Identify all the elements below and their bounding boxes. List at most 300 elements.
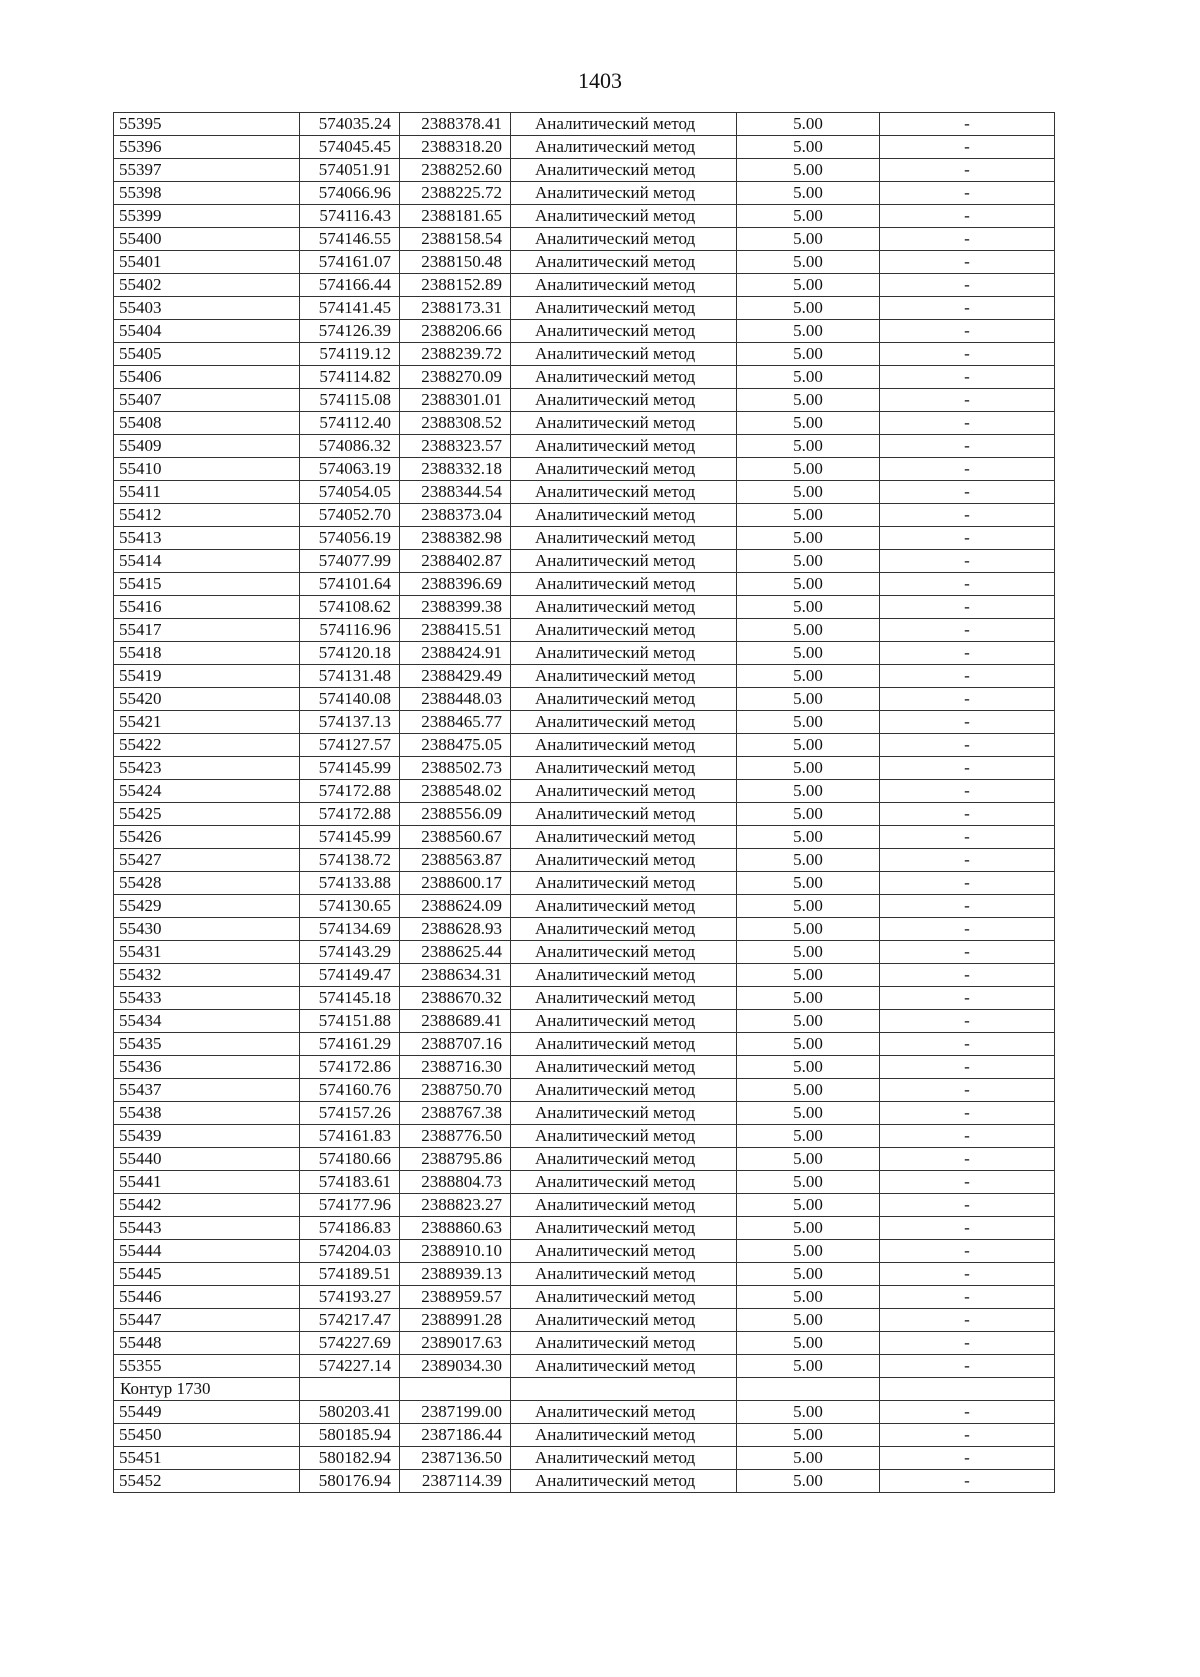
method-cell: Аналитический метод [511,987,737,1010]
point-id-cell: 55400 [114,228,300,251]
note-cell: - [880,711,1055,734]
accuracy-cell: 5.00 [737,688,880,711]
note-cell: - [880,458,1055,481]
table-row [114,1079,1055,1102]
x-coordinate-cell: 574063.19 [300,458,400,481]
point-id-cell: 55355 [114,1355,300,1378]
point-id-cell: 55431 [114,941,300,964]
point-id-cell: 55427 [114,849,300,872]
point-id-cell: 55411 [114,481,300,504]
method-cell: Аналитический метод [511,1470,737,1493]
accuracy-cell: 5.00 [737,550,880,573]
method-cell: Аналитический метод [511,895,737,918]
note-cell: - [880,1102,1055,1125]
table-row [114,596,1055,619]
method-cell: Аналитический метод [511,826,737,849]
table-row [114,1309,1055,1332]
note-cell: - [880,1217,1055,1240]
point-id-cell: 55435 [114,1033,300,1056]
table-row [114,1470,1055,1493]
accuracy-cell: 5.00 [737,366,880,389]
y-coordinate-cell: 2388308.52 [400,412,511,435]
point-id-cell: 55414 [114,550,300,573]
note-cell: - [880,389,1055,412]
y-coordinate-cell: 2388225.72 [400,182,511,205]
x-coordinate-cell: 574227.14 [300,1355,400,1378]
y-coordinate-cell: 2388332.18 [400,458,511,481]
point-id-cell: 55403 [114,297,300,320]
y-coordinate-cell: 2388716.30 [400,1056,511,1079]
y-coordinate-cell: 2388502.73 [400,757,511,780]
accuracy-cell: 5.00 [737,458,880,481]
x-coordinate-cell: 574172.88 [300,803,400,826]
accuracy-cell: 5.00 [737,1194,880,1217]
x-coordinate-cell: 574115.08 [300,389,400,412]
accuracy-cell: 5.00 [737,389,880,412]
point-id-cell: 55444 [114,1240,300,1263]
y-coordinate-cell: 2388270.09 [400,366,511,389]
x-coordinate-cell: 574160.76 [300,1079,400,1102]
y-coordinate-cell: 2388563.87 [400,849,511,872]
point-id-cell: 55432 [114,964,300,987]
x-coordinate-cell: 574126.39 [300,320,400,343]
accuracy-cell: 5.00 [737,757,880,780]
table-row [114,481,1055,504]
point-id-cell: 55443 [114,1217,300,1240]
x-coordinate-cell: 574077.99 [300,550,400,573]
table-row [114,159,1055,182]
y-coordinate-cell: 2388804.73 [400,1171,511,1194]
x-coordinate-cell: 574161.07 [300,251,400,274]
y-coordinate-cell: 2388382.98 [400,527,511,550]
accuracy-cell: 5.00 [737,228,880,251]
y-coordinate-cell: 2388415.51 [400,619,511,642]
method-cell: Аналитический метод [511,1263,737,1286]
accuracy-cell: 5.00 [737,1102,880,1125]
x-coordinate-cell: 574133.88 [300,872,400,895]
note-cell: - [880,1148,1055,1171]
table-row [114,136,1055,159]
x-coordinate-cell: 574131.48 [300,665,400,688]
accuracy-cell: 5.00 [737,780,880,803]
table-row [114,366,1055,389]
point-id-cell: 55419 [114,665,300,688]
note-cell: - [880,688,1055,711]
x-coordinate-cell: 574172.86 [300,1056,400,1079]
accuracy-cell: 5.00 [737,596,880,619]
point-id-cell: 55408 [114,412,300,435]
x-coordinate-cell: 580182.94 [300,1447,400,1470]
note-cell: - [880,136,1055,159]
x-coordinate-cell: 574114.82 [300,366,400,389]
accuracy-cell: 5.00 [737,1079,880,1102]
note-cell: - [880,619,1055,642]
empty-cell [300,1378,400,1401]
method-cell: Аналитический метод [511,182,737,205]
point-id-cell: 55398 [114,182,300,205]
point-id-cell: 55416 [114,596,300,619]
method-cell: Аналитический метод [511,964,737,987]
accuracy-cell: 5.00 [737,136,880,159]
y-coordinate-cell: 2387136.50 [400,1447,511,1470]
table-row [114,619,1055,642]
table-row [114,1263,1055,1286]
y-coordinate-cell: 2388707.16 [400,1033,511,1056]
note-cell: - [880,872,1055,895]
point-id-cell: 55401 [114,251,300,274]
y-coordinate-cell: 2388959.57 [400,1286,511,1309]
point-id-cell: 55399 [114,205,300,228]
note-cell: - [880,1309,1055,1332]
point-id-cell: 55415 [114,573,300,596]
note-cell: - [880,757,1055,780]
note-cell: - [880,1263,1055,1286]
note-cell: - [880,1079,1055,1102]
x-coordinate-cell: 574116.96 [300,619,400,642]
x-coordinate-cell: 580203.41 [300,1401,400,1424]
method-cell: Аналитический метод [511,1079,737,1102]
table-row [114,527,1055,550]
y-coordinate-cell: 2388939.13 [400,1263,511,1286]
point-id-cell: 55405 [114,343,300,366]
note-cell: - [880,1286,1055,1309]
method-cell: Аналитический метод [511,757,737,780]
x-coordinate-cell: 574161.29 [300,1033,400,1056]
y-coordinate-cell: 2388429.49 [400,665,511,688]
y-coordinate-cell: 2388344.54 [400,481,511,504]
table-row [114,1148,1055,1171]
x-coordinate-cell: 574127.57 [300,734,400,757]
note-cell: - [880,343,1055,366]
accuracy-cell: 5.00 [737,1033,880,1056]
method-cell: Аналитический метод [511,642,737,665]
x-coordinate-cell: 574056.19 [300,527,400,550]
table-row [114,964,1055,987]
coordinates-table-body [114,113,1055,1493]
y-coordinate-cell: 2388860.63 [400,1217,511,1240]
point-id-cell: 55402 [114,274,300,297]
method-cell: Аналитический метод [511,1286,737,1309]
method-cell: Аналитический метод [511,619,737,642]
accuracy-cell: 5.00 [737,573,880,596]
note-cell: - [880,1033,1055,1056]
table-row [114,872,1055,895]
method-cell: Аналитический метод [511,780,737,803]
note-cell: - [880,665,1055,688]
x-coordinate-cell: 580176.94 [300,1470,400,1493]
note-cell: - [880,1470,1055,1493]
method-cell: Аналитический метод [511,113,737,136]
accuracy-cell: 5.00 [737,320,880,343]
table-row [114,642,1055,665]
accuracy-cell: 5.00 [737,642,880,665]
method-cell: Аналитический метод [511,1056,737,1079]
point-id-cell: 55412 [114,504,300,527]
method-cell: Аналитический метод [511,734,737,757]
method-cell: Аналитический метод [511,596,737,619]
method-cell: Аналитический метод [511,1171,737,1194]
accuracy-cell: 5.00 [737,1424,880,1447]
accuracy-cell: 5.00 [737,251,880,274]
x-coordinate-cell: 574180.66 [300,1148,400,1171]
x-coordinate-cell: 574172.88 [300,780,400,803]
method-cell: Аналитический метод [511,573,737,596]
y-coordinate-cell: 2389034.30 [400,1355,511,1378]
x-coordinate-cell: 574141.45 [300,297,400,320]
accuracy-cell: 5.00 [737,527,880,550]
point-id-cell: 55422 [114,734,300,757]
note-cell: - [880,1240,1055,1263]
point-id-cell: 55429 [114,895,300,918]
y-coordinate-cell: 2388152.89 [400,274,511,297]
table-row [114,182,1055,205]
y-coordinate-cell: 2388823.27 [400,1194,511,1217]
accuracy-cell: 5.00 [737,297,880,320]
method-cell: Аналитический метод [511,481,737,504]
table-row [114,1332,1055,1355]
accuracy-cell: 5.00 [737,1217,880,1240]
accuracy-cell: 5.00 [737,734,880,757]
accuracy-cell: 5.00 [737,826,880,849]
accuracy-cell: 5.00 [737,1286,880,1309]
x-coordinate-cell: 574145.99 [300,757,400,780]
accuracy-cell: 5.00 [737,895,880,918]
accuracy-cell: 5.00 [737,1332,880,1355]
accuracy-cell: 5.00 [737,872,880,895]
point-id-cell: 55450 [114,1424,300,1447]
note-cell: - [880,803,1055,826]
x-coordinate-cell: 574138.72 [300,849,400,872]
method-cell: Аналитический метод [511,1447,737,1470]
accuracy-cell: 5.00 [737,274,880,297]
point-id-cell: 55448 [114,1332,300,1355]
accuracy-cell: 5.00 [737,1355,880,1378]
point-id-cell: 55436 [114,1056,300,1079]
method-cell: Аналитический метод [511,688,737,711]
accuracy-cell: 5.00 [737,711,880,734]
point-id-cell: 55442 [114,1194,300,1217]
method-cell: Аналитический метод [511,389,737,412]
note-cell: - [880,504,1055,527]
table-row [114,1171,1055,1194]
y-coordinate-cell: 2388628.93 [400,918,511,941]
x-coordinate-cell: 574045.45 [300,136,400,159]
x-coordinate-cell: 574112.40 [300,412,400,435]
table-row [114,550,1055,573]
point-id-cell: 55420 [114,688,300,711]
note-cell: - [880,251,1055,274]
table-row [114,1447,1055,1470]
note-cell: - [880,941,1055,964]
table-row [114,1056,1055,1079]
table-row [114,435,1055,458]
method-cell: Аналитический метод [511,803,737,826]
method-cell: Аналитический метод [511,297,737,320]
accuracy-cell: 5.00 [737,1171,880,1194]
table-row [114,665,1055,688]
note-cell: - [880,320,1055,343]
accuracy-cell: 5.00 [737,619,880,642]
point-id-cell: 55418 [114,642,300,665]
note-cell: - [880,435,1055,458]
method-cell: Аналитический метод [511,550,737,573]
x-coordinate-cell: 574157.26 [300,1102,400,1125]
table-row [114,1033,1055,1056]
note-cell: - [880,642,1055,665]
y-coordinate-cell: 2388206.66 [400,320,511,343]
x-coordinate-cell: 574119.12 [300,343,400,366]
y-coordinate-cell: 2388795.86 [400,1148,511,1171]
y-coordinate-cell: 2388689.41 [400,1010,511,1033]
y-coordinate-cell: 2388776.50 [400,1125,511,1148]
empty-cell [400,1378,511,1401]
table-row [114,757,1055,780]
accuracy-cell: 5.00 [737,412,880,435]
point-id-cell: 55430 [114,918,300,941]
empty-cell [880,1378,1055,1401]
method-cell: Аналитический метод [511,872,737,895]
note-cell: - [880,573,1055,596]
note-cell: - [880,274,1055,297]
point-id-cell: 55441 [114,1171,300,1194]
note-cell: - [880,734,1055,757]
point-id-cell: 55445 [114,1263,300,1286]
note-cell: - [880,1332,1055,1355]
method-cell: Аналитический метод [511,435,737,458]
method-cell: Аналитический метод [511,366,737,389]
x-coordinate-cell: 574183.61 [300,1171,400,1194]
table-row [114,297,1055,320]
note-cell: - [880,228,1055,251]
contour-label: Контур 1730 [114,1378,300,1401]
method-cell: Аналитический метод [511,711,737,734]
table-row [114,274,1055,297]
method-cell: Аналитический метод [511,458,737,481]
point-id-cell: 55451 [114,1447,300,1470]
x-coordinate-cell: 574177.96 [300,1194,400,1217]
x-coordinate-cell: 574054.05 [300,481,400,504]
table-row [114,849,1055,872]
y-coordinate-cell: 2388301.01 [400,389,511,412]
accuracy-cell: 5.00 [737,159,880,182]
table-row [114,205,1055,228]
point-id-cell: 55395 [114,113,300,136]
y-coordinate-cell: 2388625.44 [400,941,511,964]
x-coordinate-cell: 574161.83 [300,1125,400,1148]
note-cell: - [880,1424,1055,1447]
table-row [114,573,1055,596]
y-coordinate-cell: 2388373.04 [400,504,511,527]
table-row [114,343,1055,366]
accuracy-cell: 5.00 [737,504,880,527]
table-row [114,826,1055,849]
method-cell: Аналитический метод [511,849,737,872]
y-coordinate-cell: 2388556.09 [400,803,511,826]
y-coordinate-cell: 2388634.31 [400,964,511,987]
note-cell: - [880,826,1055,849]
x-coordinate-cell: 574186.83 [300,1217,400,1240]
note-cell: - [880,1447,1055,1470]
accuracy-cell: 5.00 [737,1148,880,1171]
table-row [114,389,1055,412]
y-coordinate-cell: 2387199.00 [400,1401,511,1424]
point-id-cell: 55433 [114,987,300,1010]
accuracy-cell: 5.00 [737,1447,880,1470]
point-id-cell: 55423 [114,757,300,780]
note-cell: - [880,596,1055,619]
method-cell: Аналитический метод [511,918,737,941]
note-cell: - [880,780,1055,803]
method-cell: Аналитический метод [511,159,737,182]
y-coordinate-cell: 2388767.38 [400,1102,511,1125]
accuracy-cell: 5.00 [737,343,880,366]
y-coordinate-cell: 2388158.54 [400,228,511,251]
empty-cell [737,1378,880,1401]
y-coordinate-cell: 2388378.41 [400,113,511,136]
y-coordinate-cell: 2388181.65 [400,205,511,228]
method-cell: Аналитический метод [511,1355,737,1378]
y-coordinate-cell: 2388402.87 [400,550,511,573]
method-cell: Аналитический метод [511,343,737,366]
x-coordinate-cell: 574227.69 [300,1332,400,1355]
y-coordinate-cell: 2388396.69 [400,573,511,596]
table-row [114,711,1055,734]
note-cell: - [880,205,1055,228]
x-coordinate-cell: 574052.70 [300,504,400,527]
y-coordinate-cell: 2388670.32 [400,987,511,1010]
accuracy-cell: 5.00 [737,918,880,941]
y-coordinate-cell: 2388323.57 [400,435,511,458]
y-coordinate-cell: 2388991.28 [400,1309,511,1332]
table-row [114,1217,1055,1240]
accuracy-cell: 5.00 [737,435,880,458]
x-coordinate-cell: 574066.96 [300,182,400,205]
method-cell: Аналитический метод [511,665,737,688]
table-row [114,1401,1055,1424]
point-id-cell: 55438 [114,1102,300,1125]
note-cell: - [880,113,1055,136]
accuracy-cell: 5.00 [737,1309,880,1332]
x-coordinate-cell: 574151.88 [300,1010,400,1033]
x-coordinate-cell: 574116.43 [300,205,400,228]
point-id-cell: 55452 [114,1470,300,1493]
x-coordinate-cell: 574149.47 [300,964,400,987]
empty-cell [511,1378,737,1401]
accuracy-cell: 5.00 [737,1401,880,1424]
table-row [114,1240,1055,1263]
x-coordinate-cell: 574189.51 [300,1263,400,1286]
method-cell: Аналитический метод [511,412,737,435]
x-coordinate-cell: 574193.27 [300,1286,400,1309]
table-row [114,918,1055,941]
method-cell: Аналитический метод [511,504,737,527]
y-coordinate-cell: 2388548.02 [400,780,511,803]
note-cell: - [880,964,1055,987]
method-cell: Аналитический метод [511,1217,737,1240]
note-cell: - [880,895,1055,918]
accuracy-cell: 5.00 [737,113,880,136]
table-row [114,1102,1055,1125]
y-coordinate-cell: 2388173.31 [400,297,511,320]
point-id-cell: 55440 [114,1148,300,1171]
x-coordinate-cell: 574145.18 [300,987,400,1010]
accuracy-cell: 5.00 [737,941,880,964]
note-cell: - [880,1194,1055,1217]
point-id-cell: 55428 [114,872,300,895]
x-coordinate-cell: 574120.18 [300,642,400,665]
note-cell: - [880,1125,1055,1148]
table-row [114,320,1055,343]
